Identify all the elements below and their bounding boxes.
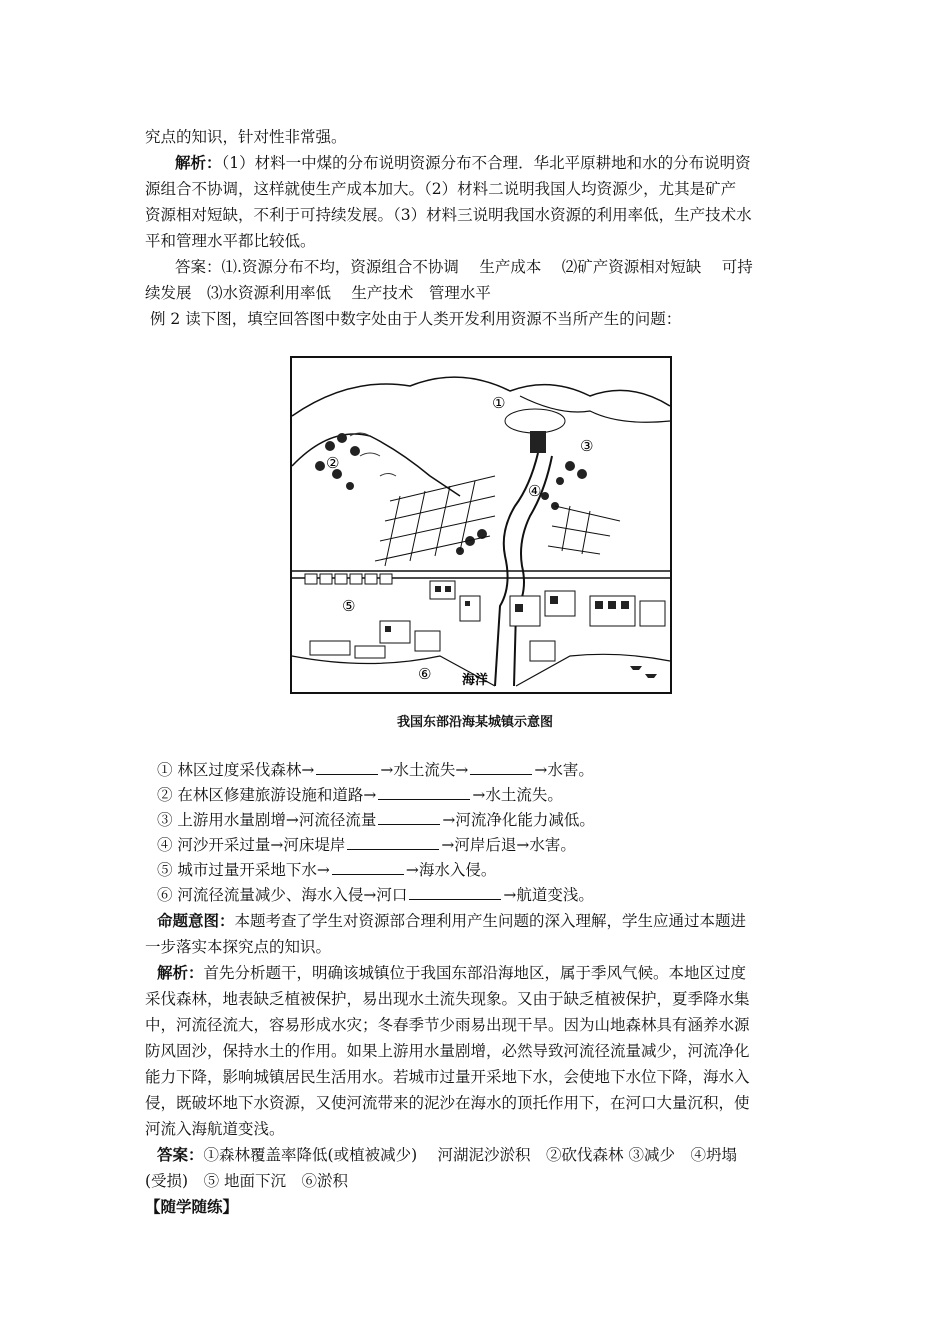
question-text: ③ 上游用水量剧增→河流径流量 (157, 811, 377, 829)
marker-4: ④ (528, 482, 542, 500)
town-illustration (290, 356, 672, 694)
question-text: ① 林区过度采伐森林→ (157, 761, 315, 779)
analysis-label: 解析： (175, 154, 222, 172)
analysis2-line: 中，河流径流大，容易形成水灾；冬春季节少雨易出现干旱。因为山地森林具有涵养水源 (145, 1016, 750, 1034)
marker-2: ② (326, 454, 340, 472)
question-1 (157, 757, 594, 783)
intent-paragraph (157, 908, 746, 934)
example-prompt: 例 2 读下图，填空回答图中数字处由于人类开发利用资源不当所产生的问题： (150, 310, 682, 328)
question-text: ④ 河沙开采过量→河床堤岸 (157, 836, 346, 854)
analysis2-line: 能力下降，影响城镇居民生活用水。若城市过量开采地下水，会使地下水位下降，海水入 (145, 1068, 750, 1086)
marker-5: ⑤ (342, 597, 356, 615)
analysis2-line: 防风固沙，保持水土的作用。如果上游用水量剧增，必然导致河流径流量减少，河流净化 (145, 1042, 750, 1060)
question-text: ② 在林区修建旅游设施和道路→ (157, 786, 377, 804)
answer-blank[interactable] (378, 784, 470, 800)
question-text: →水土流失→ (380, 761, 469, 779)
question-text: →河岸后退→水害。 (441, 836, 576, 854)
answer-line: 续发展 ⑶水资源利用率低 生产技术 管理水平 (145, 284, 491, 302)
question-text: →航道变浅。 (503, 886, 594, 904)
analysis2-label: 解析： (157, 964, 204, 982)
intro-line: 究点的知识，针对性非常强。 (145, 128, 347, 146)
analysis-line: 资源相对短缺，不利于可持续发展。（3）材料三说明我国水资源的利用率低，生产技术水 (145, 206, 752, 224)
intent-line: 一步落实本探究点的知识。 (145, 938, 332, 956)
figure-caption: 我国东部沿海某城镇示意图 (396, 715, 553, 730)
marker-1: ① (492, 394, 506, 412)
analysis2-line: 河流入海航道变浅。 (145, 1120, 285, 1138)
answer2-paragraph (157, 1142, 737, 1168)
question-2 (157, 782, 563, 808)
answer-blank[interactable] (378, 809, 440, 825)
marker-3: ③ (580, 437, 594, 455)
analysis2-line: 侵，既破坏地下水资源，又使河流带来的泥沙在海水的顶托作用下，在河口大量沉积，使 (145, 1094, 750, 1112)
analysis-text: （1）材料一中煤的分布说明资源分布不合理．华北平原耕地和水的分布说明资 (221, 154, 751, 172)
answer2-text: ①森林覆盖率降低(或植被减少) 河湖泥沙淤积 ②砍伐森林 ③减少 ④坍塌 (203, 1146, 737, 1164)
sea-label: 海洋 (462, 673, 489, 688)
question-5 (157, 857, 496, 883)
analysis2-paragraph (157, 960, 746, 986)
intent-label: 命题意图： (157, 912, 235, 930)
question-6 (157, 882, 594, 908)
question-text: ⑤ 城市过量开采地下水→ (157, 861, 330, 879)
answer-blank[interactable] (316, 759, 378, 775)
analysis2-text: 首先分析题干，明确该城镇位于我国东部沿海地区，属于季风气候。本地区过度 (203, 964, 747, 982)
analysis2-line: 采伐森林，地表缺乏植被保护，易出现水土流失现象。又由于缺乏植被保护，夏季降水集 (145, 990, 750, 1008)
answer2-label: 答案： (157, 1146, 204, 1164)
answer-blank[interactable] (347, 834, 439, 850)
question-text: →河流净化能力减低。 (442, 811, 595, 829)
question-text: →海水入侵。 (405, 861, 497, 879)
answer-blank[interactable] (409, 884, 501, 900)
analysis-line: 源组合不协调，这样就使生产成本加大。（2）材料二说明我国人均资源少，尤其是矿产 (145, 180, 737, 198)
intent-text: 本题考查了学生对资源部合理利用产生问题的深入理解，学生应通过本题进 (234, 912, 747, 930)
answer2-line: (受损) ⑤ 地面下沉 ⑥淤积 (145, 1172, 349, 1190)
analysis-line: 平和管理水平都比较低。 (145, 232, 316, 250)
question-text: ⑥ 河流径流量减少、海水入侵→河口 (157, 886, 408, 904)
question-4 (157, 832, 576, 858)
marker-6: ⑥ (418, 665, 432, 683)
answer-line: 答案：⑴.资源分布不均，资源组合不协调 生产成本 ⑵矿产资源相对短缺 可持 (175, 258, 753, 276)
answer-blank[interactable] (332, 859, 404, 875)
question-3 (157, 807, 595, 833)
analysis-paragraph (175, 150, 751, 176)
section-heading: 【随学随练】 (145, 1198, 239, 1216)
question-text: →水害。 (534, 761, 594, 779)
question-text: →水土流失。 (472, 786, 563, 804)
answer-blank[interactable] (470, 759, 532, 775)
